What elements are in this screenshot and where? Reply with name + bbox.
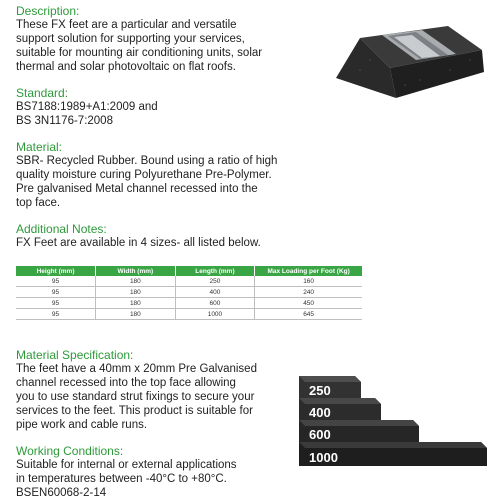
additional-notes-line: FX Feet are available in 4 sizes- all listed below. — [16, 237, 261, 249]
additional-notes-heading: Additional Notes: — [16, 222, 107, 236]
material-heading: Material: — [16, 140, 63, 154]
material-line: top face. — [16, 197, 61, 209]
cell-length: 250 — [175, 276, 255, 287]
description-line: These FX feet are a particular and versatile — [16, 19, 237, 31]
cell-height: 95 — [16, 276, 96, 287]
fx-feet-sizes-image — [295, 370, 495, 470]
cell-max-loading: 645 — [255, 309, 362, 320]
cell-max-loading: 450 — [255, 298, 362, 309]
cell-height: 95 — [16, 309, 96, 320]
material-specification-line: services to the feet. This product is suitable for — [16, 405, 253, 417]
cell-length: 600 — [175, 298, 255, 309]
cell-length: 1000 — [175, 309, 255, 320]
material-specification-line: pipe work and cable runs. — [16, 419, 148, 431]
description-line: support solution for supporting your services, — [16, 33, 245, 45]
material-line: Pre galvanised Metal channel recessed into the — [16, 183, 258, 195]
description-line: thermal and solar photovoltaic on flat roofs. — [16, 61, 236, 73]
working-conditions-line: Suitable for internal or external applications — [16, 459, 237, 471]
cell-height: 95 — [16, 287, 96, 298]
material-specification-line: The feet have a 40mm x 20mm Pre Galvanised — [16, 363, 257, 375]
description-line: suitable for mounting air conditioning units, solar — [16, 47, 263, 59]
standard-line: BS 3N1176-7:2008 — [16, 115, 113, 127]
material-line: quality moisture curing Polyurethane Pre-Polymer. — [16, 169, 272, 181]
table-row — [16, 298, 362, 309]
cell-width: 180 — [96, 309, 176, 320]
cell-width: 180 — [96, 287, 176, 298]
header-width: Width (mm) — [96, 266, 176, 276]
size-table — [16, 266, 362, 320]
cell-width: 180 — [96, 276, 176, 287]
table-row — [16, 276, 362, 287]
size-label-600: 600 — [309, 427, 331, 442]
standard-line: BS7188:1989+A1:2009 and — [16, 101, 158, 113]
header-height: Height (mm) — [16, 266, 96, 276]
table-row — [16, 287, 362, 298]
header-length: Length (mm) — [175, 266, 255, 276]
working-conditions-heading: Working Conditions: — [16, 444, 124, 458]
material-specification-heading: Material Specification: — [16, 348, 134, 362]
size-label-400: 400 — [309, 405, 331, 420]
cell-max-loading: 240 — [255, 287, 362, 298]
fx-foot-product-image — [330, 20, 490, 110]
table-header-row — [16, 266, 362, 276]
size-label-1000: 1000 — [309, 450, 338, 465]
cell-max-loading: 160 — [255, 276, 362, 287]
material-specification-line: channel recessed into the top face allowing — [16, 377, 236, 389]
material-specification-line: you to use standard strut fixings to secure your — [16, 391, 255, 403]
cell-length: 400 — [175, 287, 255, 298]
material-line: SBR- Recycled Rubber. Bound using a ratio of high — [16, 155, 278, 167]
description-heading: Description: — [16, 4, 80, 18]
working-conditions-line: in temperatures between -40°C to +80°C. — [16, 473, 227, 485]
header-max-loading: Max Loading per Foot (Kg) — [255, 266, 362, 276]
standard-heading: Standard: — [16, 86, 69, 100]
working-conditions-line: BSEN60068-2-14 — [16, 487, 107, 499]
cell-width: 180 — [96, 298, 176, 309]
cell-height: 95 — [16, 298, 96, 309]
size-label-250: 250 — [309, 383, 331, 398]
table-row — [16, 309, 362, 320]
